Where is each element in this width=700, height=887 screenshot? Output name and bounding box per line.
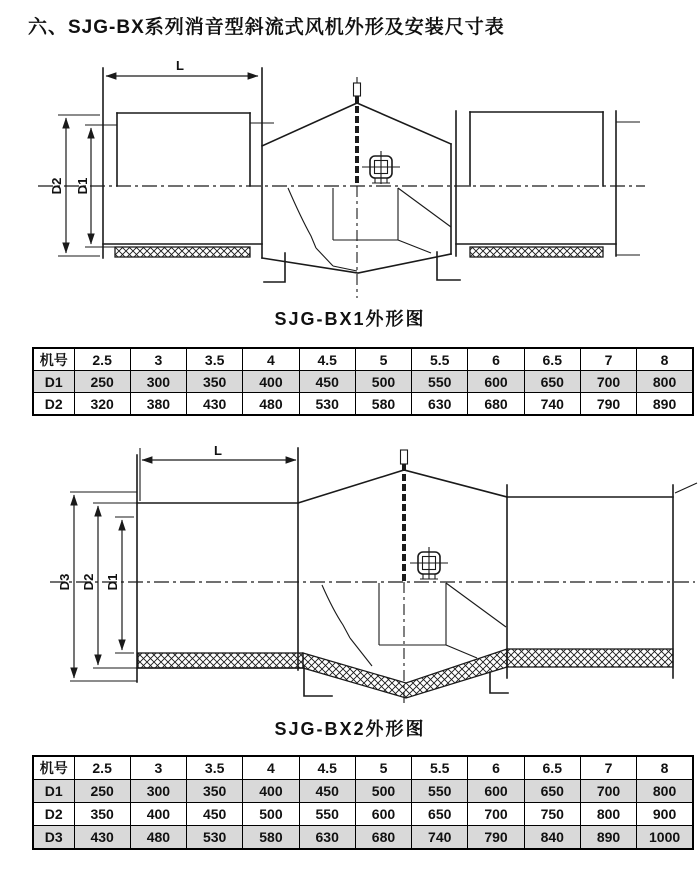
value-cell: 680 xyxy=(355,826,411,850)
motor-junction-box xyxy=(362,151,400,184)
value-cell: 580 xyxy=(355,393,411,416)
row-label-cell: D2 xyxy=(33,803,74,826)
drawing2-caption: SJG-BX2外形图 xyxy=(274,719,426,739)
model-size-cell: 3 xyxy=(130,756,186,780)
value-cell: 890 xyxy=(580,826,636,850)
row-label-cell: D1 xyxy=(33,371,74,393)
v-liner-hatch-band xyxy=(303,649,507,698)
value-cell: 650 xyxy=(524,780,580,803)
row-label-cell: D1 xyxy=(33,780,74,803)
value-cell: 500 xyxy=(355,780,411,803)
table-header-row xyxy=(33,348,693,371)
value-cell: 450 xyxy=(299,780,355,803)
fan-internal-structure xyxy=(322,583,506,666)
value-cell: 430 xyxy=(187,393,243,416)
value-cell: 550 xyxy=(299,803,355,826)
model-size-cell: 4 xyxy=(243,348,299,371)
d1-dim-label: D1 xyxy=(75,177,90,195)
page-title: 六、SJG-BX系列消音型斜流式风机外形及安装尺寸表 xyxy=(28,17,505,38)
value-cell: 350 xyxy=(74,803,130,826)
value-cell: 450 xyxy=(187,803,243,826)
left-duct-liner-hatch xyxy=(138,653,303,668)
value-cell: 600 xyxy=(355,803,411,826)
value-cell: 300 xyxy=(130,371,186,393)
value-cell: 480 xyxy=(243,393,299,416)
dimension-row xyxy=(33,371,693,393)
model-size-cell: 3.5 xyxy=(187,756,243,780)
value-cell: 750 xyxy=(524,803,580,826)
value-cell: 800 xyxy=(637,780,693,803)
value-cell: 790 xyxy=(580,393,636,416)
table-header-row xyxy=(33,756,693,780)
length-dim-label: L xyxy=(214,445,222,458)
sjg-bx1-drawing xyxy=(0,55,700,305)
value-cell: 840 xyxy=(524,826,580,850)
value-cell: 700 xyxy=(580,371,636,393)
model-size-cell: 4.5 xyxy=(299,756,355,780)
value-cell: 700 xyxy=(580,780,636,803)
value-cell: 790 xyxy=(468,826,524,850)
value-cell: 650 xyxy=(412,803,468,826)
drawing1-caption: SJG-BX1外形图 xyxy=(274,309,426,329)
value-cell: 430 xyxy=(74,826,130,850)
value-cell: 400 xyxy=(243,371,299,393)
length-dim-label: L xyxy=(176,58,184,73)
value-cell: 550 xyxy=(412,780,468,803)
value-cell: 800 xyxy=(637,371,693,393)
model-header-cell: 机号 xyxy=(33,756,74,780)
model-size-cell: 4.5 xyxy=(299,348,355,371)
value-cell: 320 xyxy=(74,393,130,416)
rod-head xyxy=(401,450,408,464)
model-size-cell: 5.5 xyxy=(412,348,468,371)
motor-junction-box xyxy=(410,547,448,579)
d2-dim-label: D2 xyxy=(81,573,96,591)
value-cell: 900 xyxy=(637,803,693,826)
value-cell: 740 xyxy=(412,826,468,850)
d2-dim-label: D2 xyxy=(49,177,64,195)
value-cell: 400 xyxy=(243,780,299,803)
model-size-cell: 7 xyxy=(580,348,636,371)
model-size-cell: 3.5 xyxy=(187,348,243,371)
value-cell: 890 xyxy=(637,393,693,416)
value-cell: 480 xyxy=(130,826,186,850)
right-duct-liner-hatch xyxy=(470,247,603,257)
model-size-cell: 6 xyxy=(468,348,524,371)
dimension-table-bx2 xyxy=(32,755,694,850)
model-size-cell: 8 xyxy=(637,756,693,780)
value-cell: 740 xyxy=(524,393,580,416)
model-size-cell: 6 xyxy=(468,756,524,780)
value-cell: 500 xyxy=(243,803,299,826)
model-size-cell: 5 xyxy=(355,348,411,371)
d3-dim-label: D3 xyxy=(57,573,72,591)
value-cell: 400 xyxy=(130,803,186,826)
value-cell: 380 xyxy=(130,393,186,416)
sjg-bx2-drawing xyxy=(0,445,700,715)
value-cell: 580 xyxy=(243,826,299,850)
dimension-row xyxy=(33,780,693,803)
value-cell: 680 xyxy=(468,393,524,416)
model-size-cell: 6.5 xyxy=(524,756,580,780)
value-cell: 450 xyxy=(299,371,355,393)
left-duct-liner-hatch xyxy=(115,247,250,257)
dimension-table-bx1 xyxy=(32,347,694,416)
model-size-cell: 2.5 xyxy=(74,756,130,780)
value-cell: 530 xyxy=(299,393,355,416)
value-cell: 600 xyxy=(468,371,524,393)
row-label-cell: D2 xyxy=(33,393,74,416)
model-size-cell: 2.5 xyxy=(74,348,130,371)
dimension-row xyxy=(33,803,693,826)
right-duct-liner-hatch xyxy=(507,649,673,667)
value-cell: 250 xyxy=(74,780,130,803)
value-cell: 1000 xyxy=(637,826,693,850)
dimension-row xyxy=(33,826,693,850)
value-cell: 800 xyxy=(580,803,636,826)
value-cell: 650 xyxy=(524,371,580,393)
value-cell: 600 xyxy=(468,780,524,803)
value-cell: 350 xyxy=(187,780,243,803)
row-label-cell: D3 xyxy=(33,826,74,850)
value-cell: 500 xyxy=(355,371,411,393)
value-cell: 300 xyxy=(130,780,186,803)
model-size-cell: 5 xyxy=(355,756,411,780)
value-cell: 350 xyxy=(187,371,243,393)
value-cell: 700 xyxy=(468,803,524,826)
left-mounting-leg xyxy=(264,253,285,282)
value-cell: 550 xyxy=(412,371,468,393)
value-cell: 630 xyxy=(412,393,468,416)
d1-dim-label: D1 xyxy=(105,573,120,591)
value-cell: 250 xyxy=(74,371,130,393)
model-size-cell: 8 xyxy=(637,348,693,371)
rod-head xyxy=(354,83,361,96)
model-size-cell: 5.5 xyxy=(412,756,468,780)
model-size-cell: 6.5 xyxy=(524,348,580,371)
right-mounting-leg xyxy=(490,672,508,693)
model-header-cell: 机号 xyxy=(33,348,74,371)
value-cell: 530 xyxy=(187,826,243,850)
value-cell: 630 xyxy=(299,826,355,850)
model-size-cell: 7 xyxy=(580,756,636,780)
model-size-cell: 4 xyxy=(243,756,299,780)
model-size-cell: 3 xyxy=(130,348,186,371)
dimension-row xyxy=(33,393,693,416)
